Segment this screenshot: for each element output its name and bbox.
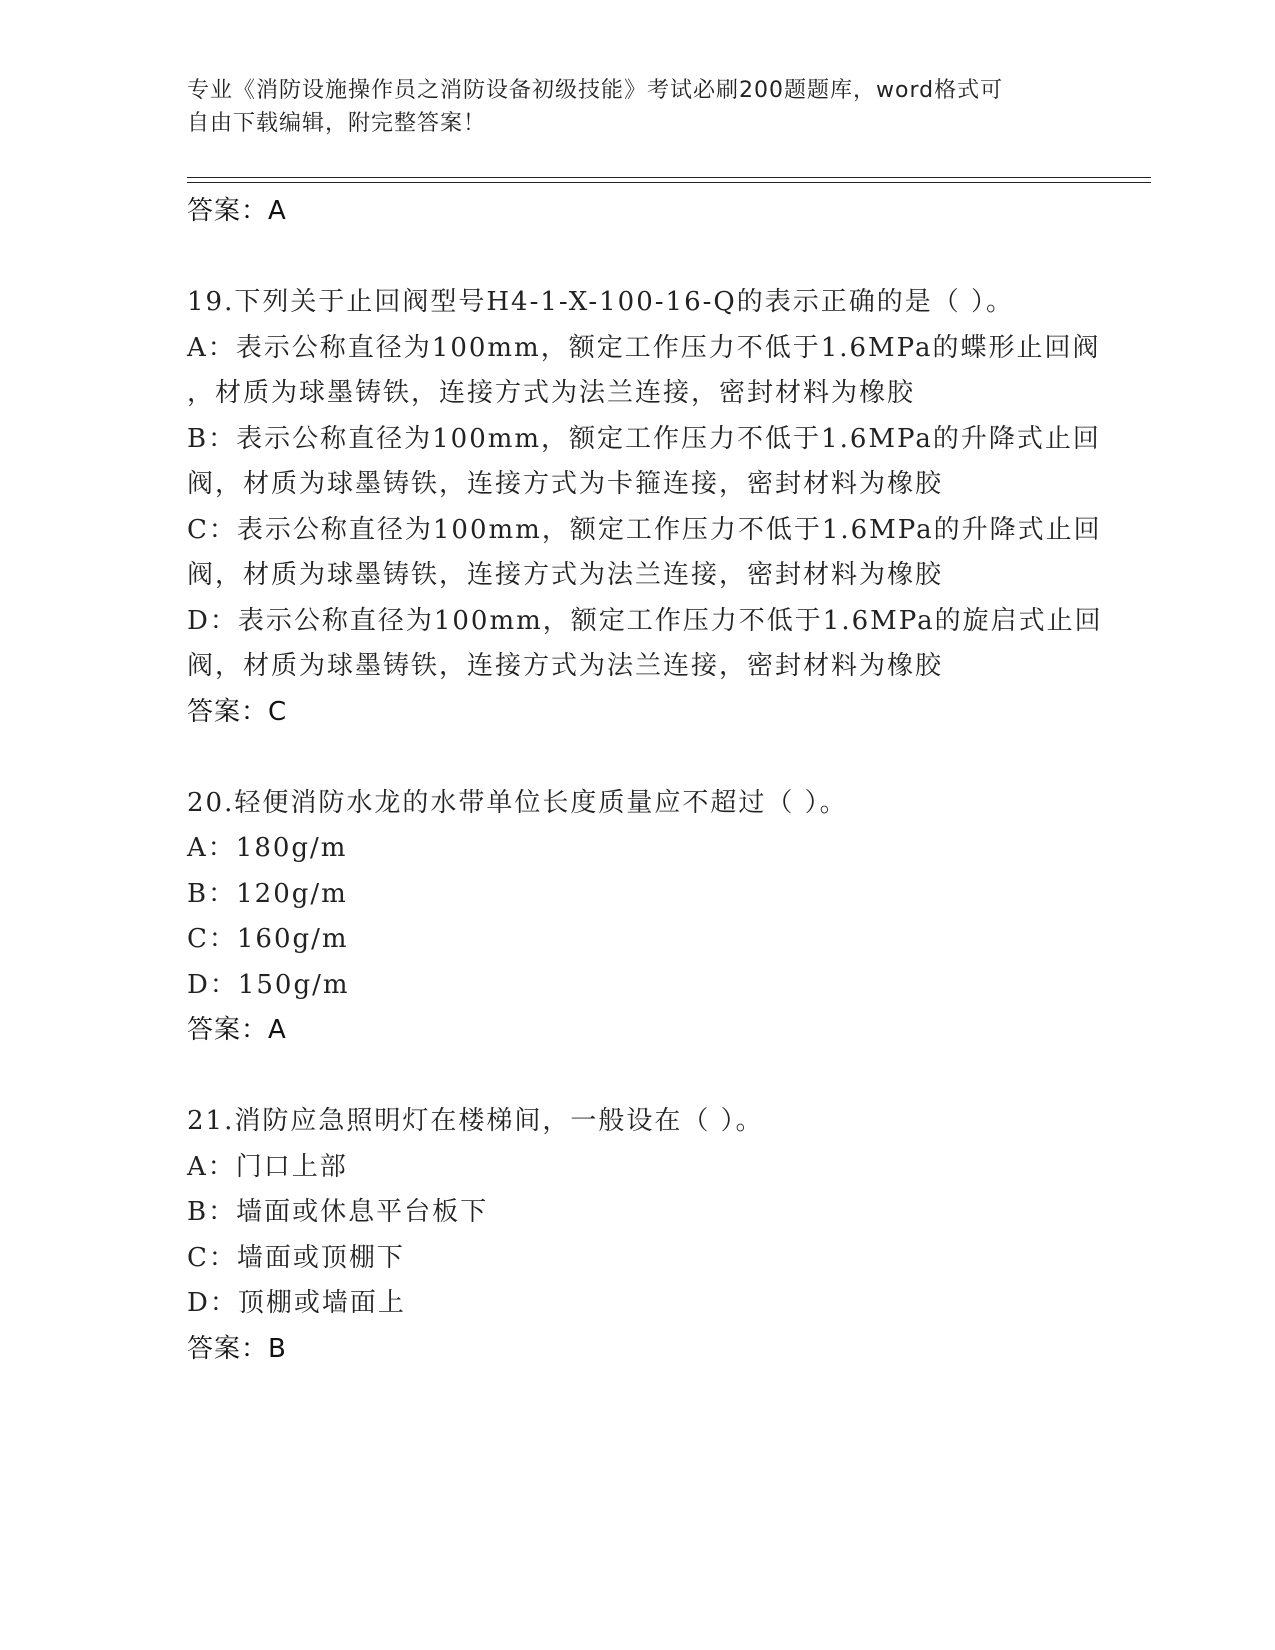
header-line-1: 专业《消防设施操作员之消防设备初级技能》考试必刷200题题库，word格式可: [187, 78, 1004, 103]
option-c-line-2: 阀，材质为球墨铸铁，连接方式为法兰连接，密封材料为橡胶: [187, 560, 944, 590]
option-b: B：120g/m: [187, 878, 348, 909]
option-b-line-1: B：表示公称直径为100mm，额定工作压力不低于1.6MPa的升降式止回: [187, 423, 1101, 454]
question-19: [187, 280, 1103, 735]
header-line-2: 自由下载编辑，附完整答案！: [187, 111, 487, 136]
option-c-line-1: C：表示公称直径为100mm，额定工作压力不低于1.6MPa的升降式止回: [187, 514, 1102, 545]
option-d-line-1: D：表示公称直径为100mm，额定工作压力不低于1.6MPa的旋启式止回: [187, 605, 1103, 636]
option-a: A：门口上部: [187, 1151, 348, 1182]
question-20: [187, 781, 1087, 1054]
question-stem: 20.轻便消防水龙的水带单位长度质量应不超过（ ）。: [187, 787, 848, 818]
option-b-line-2: 阀，材质为球墨铸铁，连接方式为卡箍连接，密封材料为橡胶: [187, 469, 944, 499]
spacer: [187, 735, 1087, 781]
option-c: C：160g/m: [187, 924, 349, 954]
header-rule-bottom: [187, 182, 1151, 183]
question-stem: 21.消防应急照明灯在楼梯间，一般设在（ ）。: [187, 1106, 764, 1136]
page-header: [187, 74, 1067, 140]
option-c: C：墙面或顶棚下: [187, 1242, 405, 1273]
option-a: A：180g/m: [187, 833, 348, 863]
option-a-line-1: A：表示公称直径为100mm，额定工作压力不低于1.6MPa的蝶形止回阀: [187, 332, 1101, 363]
option-b: B：墙面或休息平台板下: [187, 1197, 489, 1227]
option-a-line-2: ，材质为球墨铸铁，连接方式为法兰连接，密封材料为橡胶: [187, 378, 916, 408]
question-content: [187, 189, 1103, 1372]
spacer: [187, 1054, 1087, 1100]
answer: 答案：A: [187, 1015, 287, 1045]
option-d: D：顶棚或墙面上: [187, 1288, 406, 1318]
option-d-line-2: 阀，材质为球墨铸铁，连接方式为法兰连接，密封材料为橡胶: [187, 651, 944, 681]
answer: 答案：B: [187, 1333, 287, 1364]
header-rule-top: [187, 177, 1151, 178]
answer: 答案：C: [187, 696, 288, 727]
question-stem: 19.下列关于止回阀型号H4-1-X-100-16-Q的表示正确的是（ ）。: [187, 287, 1014, 317]
question-21: [187, 1099, 1087, 1372]
previous-answer: 答案：A: [187, 196, 287, 226]
option-d: D：150g/m: [187, 969, 350, 1000]
spacer: [187, 235, 1087, 281]
